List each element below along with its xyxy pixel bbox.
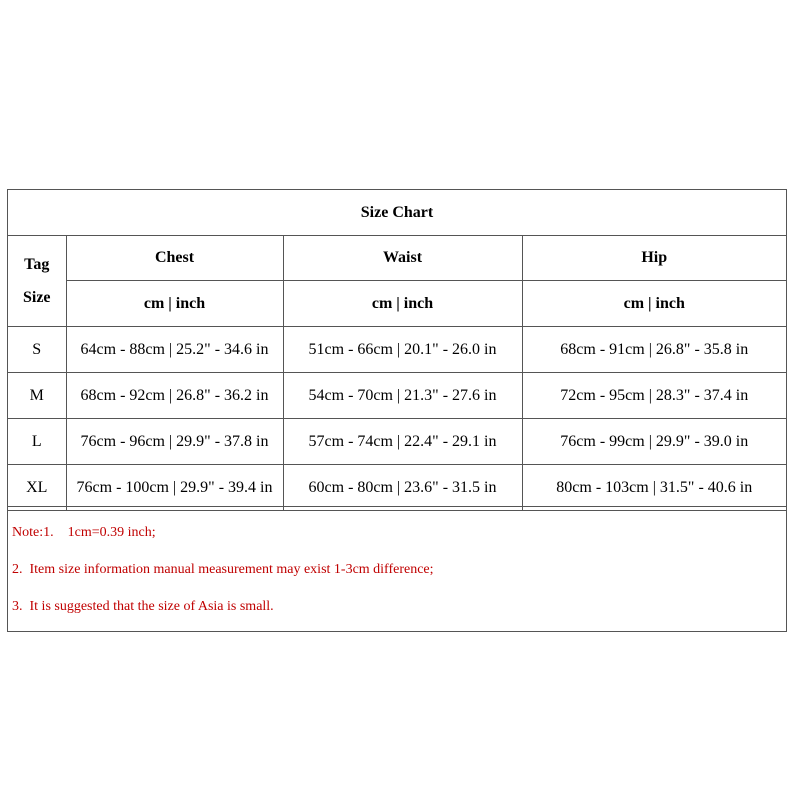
chest-cell: 68cm - 92cm | 26.8" - 36.2 in: [66, 373, 283, 419]
table-row: [8, 419, 786, 465]
waist-cell: 54cm - 70cm | 21.3" - 27.6 in: [283, 373, 522, 419]
size-cell: S: [8, 327, 66, 373]
size-table: [8, 190, 786, 511]
unit-header-waist: cm | inch: [283, 281, 522, 327]
column-header-waist: Waist: [283, 236, 522, 281]
size-cell: XL: [8, 465, 66, 511]
unit-header-chest: cm | inch: [66, 281, 283, 327]
waist-cell: 51cm - 66cm | 20.1" - 26.0 in: [283, 327, 522, 373]
notes-section: [8, 506, 786, 631]
size-chart: [7, 189, 787, 632]
tag-size-header: [8, 236, 66, 327]
chest-cell: 76cm - 96cm | 29.9" - 37.8 in: [66, 419, 283, 465]
size-cell: L: [8, 419, 66, 465]
note-line: Note:1. 1cm=0.39 inch;: [12, 525, 156, 540]
table-row: [8, 327, 786, 373]
table-row: [8, 465, 786, 511]
size-label: Size: [22, 289, 51, 306]
size-cell: M: [8, 373, 66, 419]
column-header-hip: Hip: [522, 236, 786, 281]
hip-cell: 76cm - 99cm | 29.9" - 39.0 in: [522, 419, 786, 465]
hip-cell: 80cm - 103cm | 31.5" - 40.6 in: [522, 465, 786, 511]
column-header-chest: Chest: [66, 236, 283, 281]
chest-cell: 64cm - 88cm | 25.2" - 34.6 in: [66, 327, 283, 373]
note-line: 3. It is suggested that the size of Asia is small.: [12, 599, 274, 614]
waist-cell: 57cm - 74cm | 22.4" - 29.1 in: [283, 419, 522, 465]
tag-label: Tag: [24, 256, 50, 273]
table-row: [8, 373, 786, 419]
hip-cell: 68cm - 91cm | 26.8" - 35.8 in: [522, 327, 786, 373]
unit-header-hip: cm | inch: [522, 281, 786, 327]
chest-cell: 76cm - 100cm | 29.9" - 39.4 in: [66, 465, 283, 511]
hip-cell: 72cm - 95cm | 28.3" - 37.4 in: [522, 373, 786, 419]
note-line: 2. Item size information manual measurement may exist 1-3cm difference;: [12, 562, 434, 577]
waist-cell: 60cm - 80cm | 23.6" - 31.5 in: [283, 465, 522, 511]
chart-title: Size Chart: [8, 190, 786, 236]
